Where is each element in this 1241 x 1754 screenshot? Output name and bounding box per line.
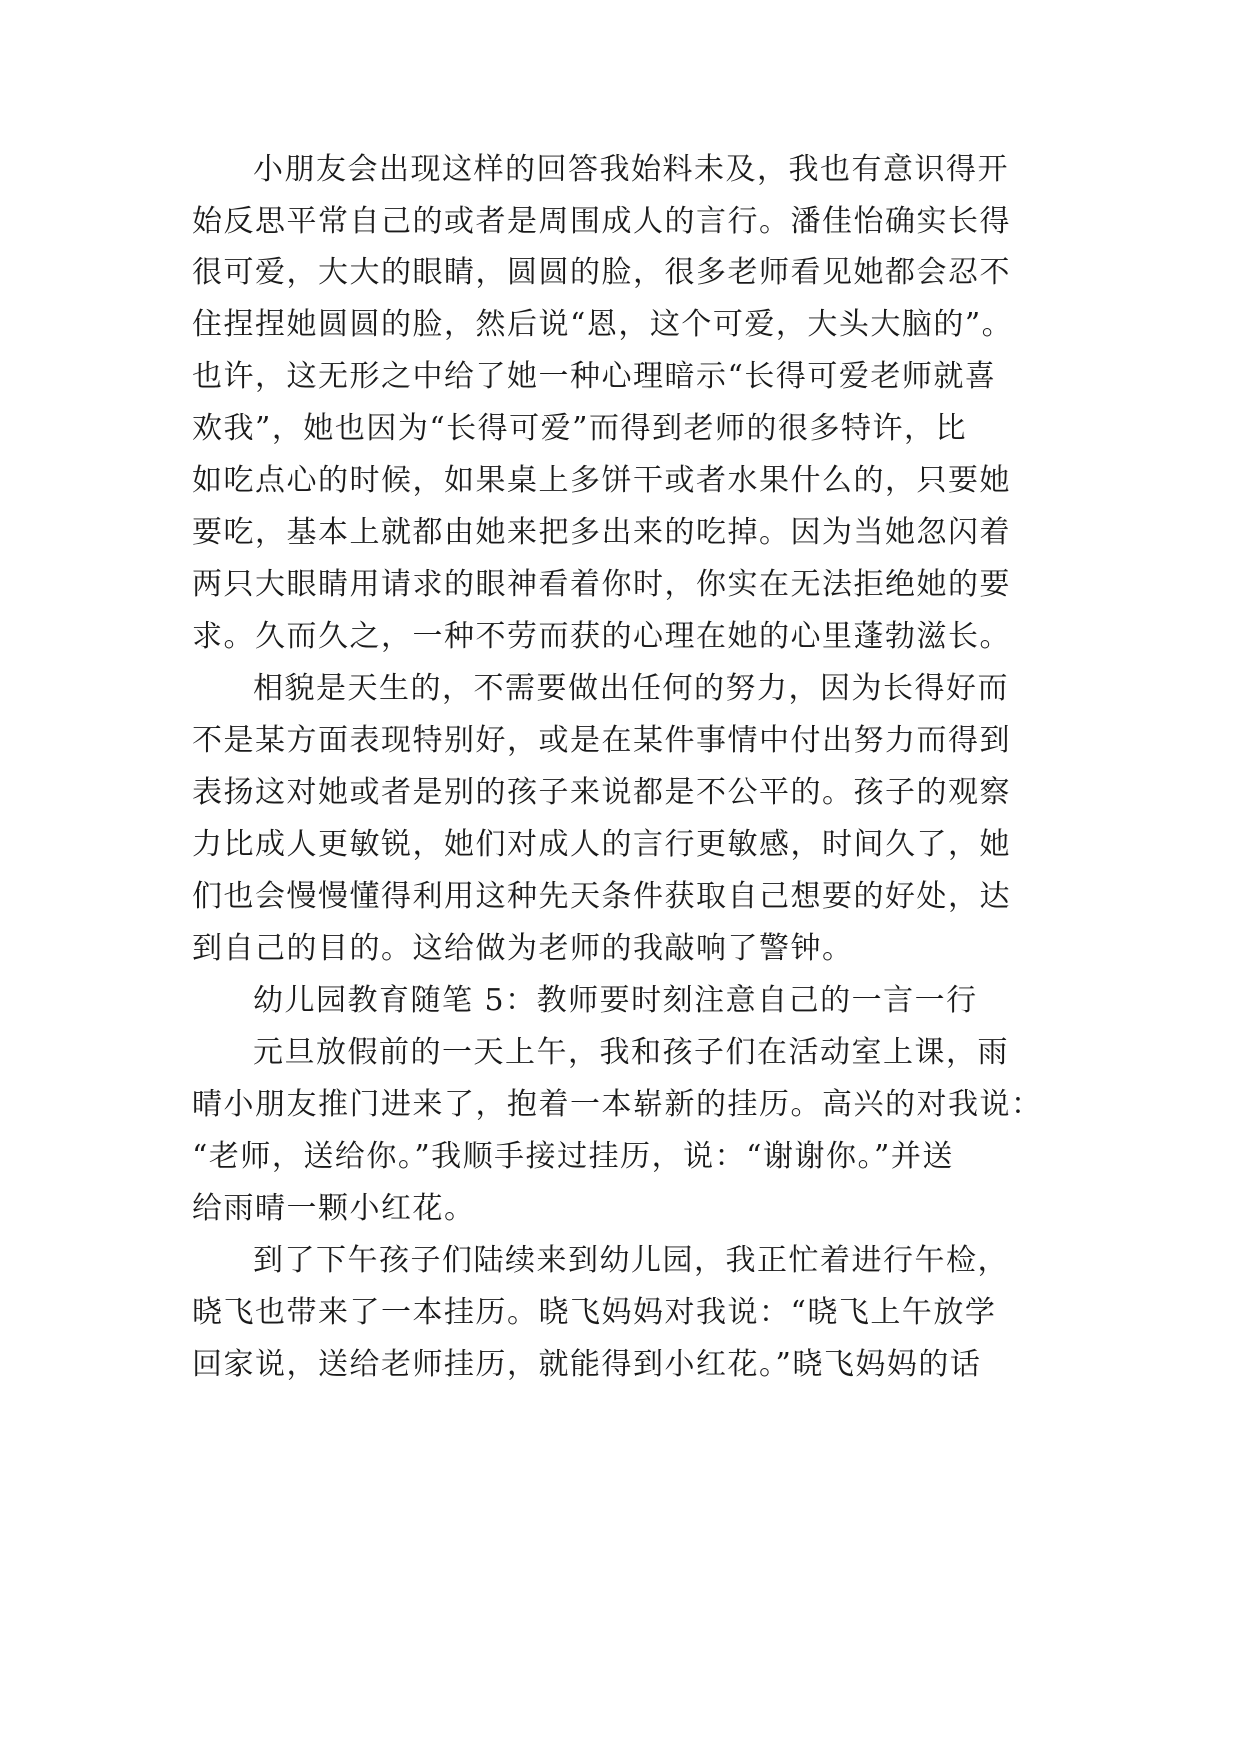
paragraph-line: 欢我”，她也因为“长得可爱”而得到老师的很多特许，比 xyxy=(192,411,968,446)
paragraph-line: 很可爱，大大的眼睛，圆圆的脸，很多老师看见她都会忍不 xyxy=(192,255,1011,290)
paragraph-line: 给雨晴一颗小红花。 xyxy=(192,1191,476,1226)
paragraph-line: 到自己的目的。这给做为老师的我敲响了警钟。 xyxy=(192,931,854,966)
paragraph-line: 始反思平常自己的或者是周围成人的言行。潘佳怡确实长得 xyxy=(192,204,1011,239)
paragraph-line: 们也会慢慢懂得利用这种先天条件获取自己想要的好处，达 xyxy=(192,879,1011,914)
paragraph-line: “老师，送给你。”我顺手接过挂历，说：“谢谢你。”并送 xyxy=(192,1139,954,1174)
paragraph-line: 小朋友会出现这样的回答我始料未及，我也有意识得开 xyxy=(253,152,1009,187)
paragraph-line: 元旦放假前的一天上午，我和孩子们在活动室上课，雨 xyxy=(253,1035,1009,1070)
paragraph-line: 到了下午孩子们陆续来到幼儿园，我正忙着进行午检， xyxy=(253,1243,1009,1278)
paragraph-line: 表扬这对她或者是别的孩子来说都是不公平的。孩子的观察 xyxy=(192,775,1011,810)
paragraph-line: 也许，这无形之中给了她一种心理暗示“长得可爱老师就喜 xyxy=(192,359,997,394)
paragraph-line: 不是某方面表现特别好，或是在某件事情中付出努力而得到 xyxy=(192,723,1011,758)
paragraph-line: 要吃，基本上就都由她来把多出来的吃掉。因为当她忽闪着 xyxy=(192,515,1011,550)
paragraph-line: 住捏捏她圆圆的脸，然后说“恩，这个可爱，大头大脑的”。 xyxy=(192,307,1014,342)
paragraph-line: 求。久而久之，一种不劳而获的心理在她的心里蓬勃滋长。 xyxy=(192,619,1011,654)
paragraph-line: 相貌是天生的，不需要做出任何的努力，因为长得好而 xyxy=(253,671,1009,706)
paragraph-line: 晓飞也带来了一本挂历。晓飞妈妈对我说：“晓飞上午放学 xyxy=(192,1295,997,1330)
paragraph-line: 两只大眼睛用请求的眼神看着你时，你实在无法拒绝她的要 xyxy=(192,567,1011,602)
paragraph-line: 力比成人更敏锐，她们对成人的言行更敏感，时间久了，她 xyxy=(192,827,1011,862)
paragraph-line: 晴小朋友推门进来了，抱着一本崭新的挂历。高兴的对我说： xyxy=(192,1087,1043,1122)
paragraph-line: 如吃点心的时候，如果桌上多饼干或者水果什么的，只要她 xyxy=(192,463,1011,498)
paragraph-line: 回家说，送给老师挂历，就能得到小红花。”晓飞妈妈的话 xyxy=(192,1347,982,1382)
section-heading: 幼儿园教育随笔 5：教师要时刻注意自己的一言一行 xyxy=(253,983,978,1018)
